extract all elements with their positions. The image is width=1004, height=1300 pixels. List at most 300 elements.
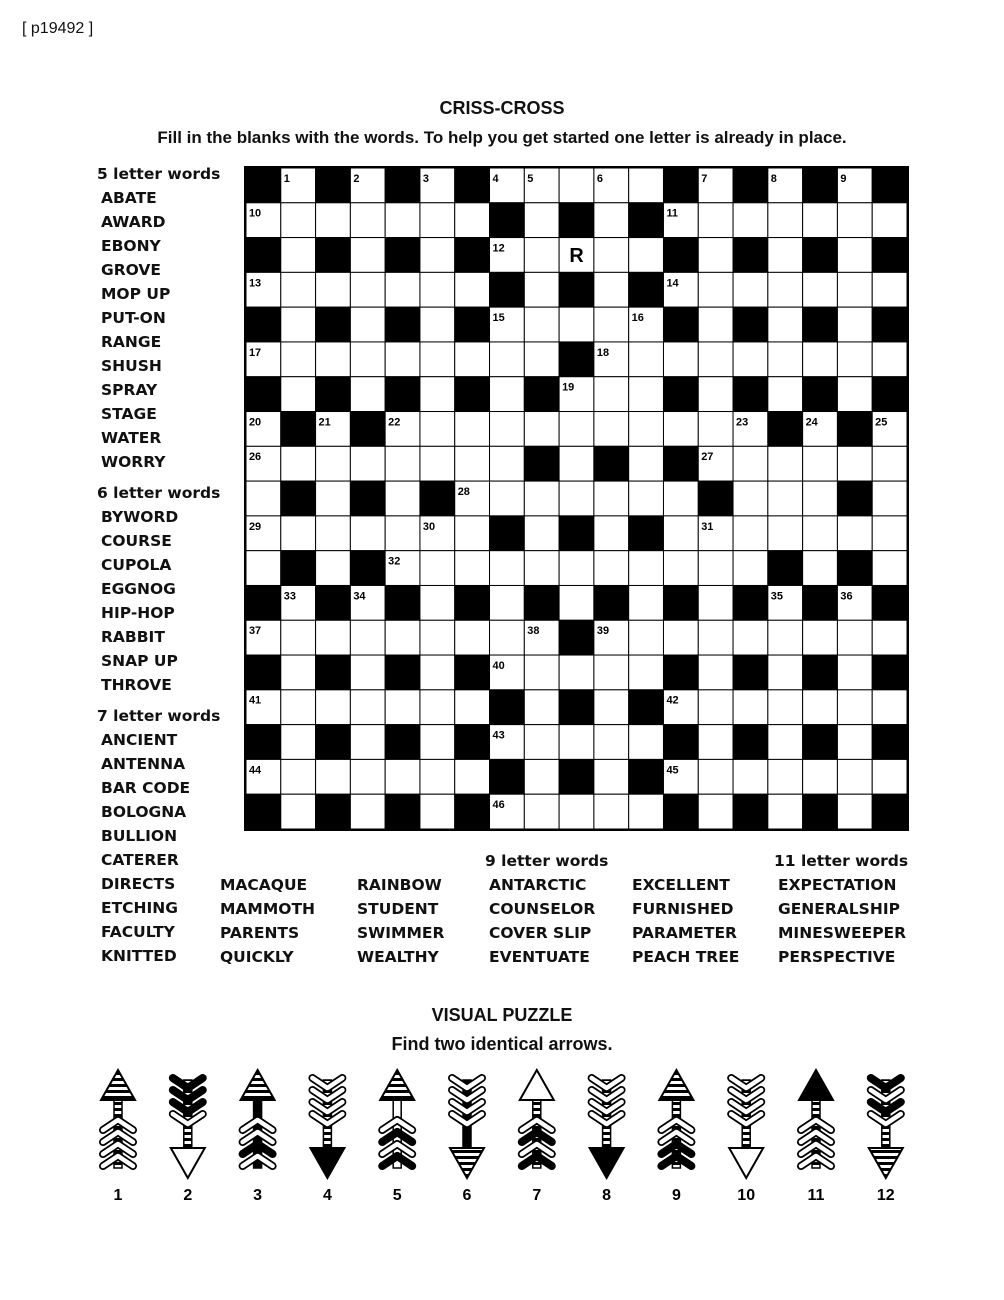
- grid-cell[interactable]: [768, 238, 803, 273]
- grid-cell[interactable]: [490, 585, 525, 620]
- clue-number: 36: [840, 590, 853, 603]
- grid-cell[interactable]: [281, 655, 316, 690]
- grid-cell[interactable]: [594, 377, 629, 412]
- grid-cell[interactable]: [420, 307, 455, 342]
- arrow-6[interactable]: [450, 1078, 484, 1204]
- grid-cell[interactable]: [350, 690, 385, 725]
- word-item: PEACH TREE: [632, 948, 740, 966]
- grid-cell[interactable]: [490, 620, 525, 655]
- grid-cell[interactable]: [281, 446, 316, 481]
- visual-puzzle-instructions: Find two identical arrows.: [391, 1034, 613, 1054]
- clue-number: 3: [422, 172, 430, 185]
- grid-cell[interactable]: [281, 238, 316, 273]
- clue-number: 5: [527, 172, 534, 185]
- grid-cell[interactable]: [837, 307, 872, 342]
- grid-cell[interactable]: [524, 725, 559, 760]
- grid-cell[interactable]: [663, 342, 698, 377]
- word-item: KNITTED: [101, 947, 177, 965]
- grid-cell[interactable]: [698, 203, 733, 238]
- grid-cell[interactable]: [316, 759, 351, 794]
- grid-cell[interactable]: [768, 690, 803, 725]
- grid-cell[interactable]: [420, 759, 455, 794]
- grid-block: [768, 551, 803, 586]
- word-item: ANTARCTIC: [489, 876, 587, 894]
- grid-block: [316, 168, 351, 203]
- grid-cell[interactable]: [455, 446, 490, 481]
- grid-cell[interactable]: [837, 516, 872, 551]
- grid-cell[interactable]: [350, 342, 385, 377]
- grid-block: [246, 377, 281, 412]
- grid-cell[interactable]: [420, 690, 455, 725]
- grid-cell[interactable]: [663, 620, 698, 655]
- grid-cell[interactable]: [316, 516, 351, 551]
- grid-cell[interactable]: [350, 794, 385, 829]
- clue-number: 14: [666, 277, 679, 290]
- grid-cell[interactable]: [281, 307, 316, 342]
- grid-cell[interactable]: [663, 516, 698, 551]
- grid-cell[interactable]: [281, 759, 316, 794]
- grid-block: [629, 516, 664, 551]
- grid-cell[interactable]: [594, 690, 629, 725]
- grid-cell[interactable]: [629, 377, 664, 412]
- grid-cell[interactable]: [663, 551, 698, 586]
- grid-cell[interactable]: [629, 412, 664, 447]
- grid-block: [803, 307, 838, 342]
- word-item: GROVE: [101, 261, 162, 279]
- grid-cell[interactable]: [663, 481, 698, 516]
- grid-cell[interactable]: [420, 377, 455, 412]
- grid-cell[interactable]: [768, 655, 803, 690]
- grid-cell[interactable]: [594, 412, 629, 447]
- arrow-2[interactable]: [171, 1078, 205, 1204]
- grid-cell[interactable]: [524, 238, 559, 273]
- grid-block: [316, 238, 351, 273]
- clue-number: 32: [388, 555, 401, 568]
- grid-cell[interactable]: [385, 516, 420, 551]
- grid-cell[interactable]: [768, 620, 803, 655]
- grid-cell[interactable]: [420, 725, 455, 760]
- grid-cell[interactable]: [594, 203, 629, 238]
- grid-cell[interactable]: [629, 585, 664, 620]
- grid-cell[interactable]: [524, 551, 559, 586]
- grid-cell[interactable]: [872, 620, 907, 655]
- grid-cell[interactable]: [733, 516, 768, 551]
- grid-block: [803, 377, 838, 412]
- grid-cell[interactable]: [629, 168, 664, 203]
- grid-cell[interactable]: [629, 446, 664, 481]
- grid-cell[interactable]: [281, 516, 316, 551]
- clue-number: 24: [805, 416, 818, 429]
- grid-cell[interactable]: [872, 446, 907, 481]
- grid-block: [803, 238, 838, 273]
- grid-cell[interactable]: [803, 481, 838, 516]
- grid-cell[interactable]: [524, 690, 559, 725]
- grid-cell[interactable]: [733, 272, 768, 307]
- word-item: BYWORD: [101, 508, 179, 526]
- grid-cell[interactable]: [594, 759, 629, 794]
- grid-cell[interactable]: [281, 342, 316, 377]
- grid-cell[interactable]: [559, 446, 594, 481]
- arrow-head: [241, 1070, 275, 1100]
- grid-cell[interactable]: [768, 759, 803, 794]
- grid-cell[interactable]: [350, 725, 385, 760]
- grid-block: [837, 412, 872, 447]
- grid-cell[interactable]: [803, 203, 838, 238]
- grid-cell[interactable]: [837, 377, 872, 412]
- grid-cell[interactable]: [768, 794, 803, 829]
- grid-cell[interactable]: [733, 551, 768, 586]
- grid-cell[interactable]: [420, 585, 455, 620]
- grid-block: [490, 272, 525, 307]
- grid-cell[interactable]: [803, 620, 838, 655]
- grid-cell[interactable]: [350, 759, 385, 794]
- grid-cell[interactable]: [733, 203, 768, 238]
- grid-block: [803, 655, 838, 690]
- grid-cell[interactable]: [455, 551, 490, 586]
- arrow-7[interactable]: [520, 1070, 554, 1204]
- arrow-head: [101, 1070, 135, 1100]
- grid-cell[interactable]: [698, 412, 733, 447]
- arrow-3[interactable]: [241, 1070, 275, 1204]
- grid-cell[interactable]: [455, 203, 490, 238]
- grid-cell[interactable]: [316, 620, 351, 655]
- grid-cell[interactable]: [281, 272, 316, 307]
- arrow-9[interactable]: [659, 1070, 693, 1204]
- clue-number: 28: [457, 486, 470, 499]
- grid-cell[interactable]: [872, 690, 907, 725]
- clue-number: 46: [492, 799, 505, 812]
- grid-cell[interactable]: [803, 759, 838, 794]
- grid-cell[interactable]: [872, 342, 907, 377]
- grid-cell[interactable]: [733, 690, 768, 725]
- grid-cell[interactable]: [768, 203, 803, 238]
- grid-cell[interactable]: [281, 203, 316, 238]
- clue-number: 23: [736, 416, 749, 429]
- grid-cell[interactable]: [350, 377, 385, 412]
- grid-cell[interactable]: [559, 725, 594, 760]
- grid-cell[interactable]: [350, 238, 385, 273]
- grid-cell[interactable]: [281, 690, 316, 725]
- grid-cell[interactable]: [281, 377, 316, 412]
- grid-cell[interactable]: [385, 272, 420, 307]
- grid-cell[interactable]: [524, 307, 559, 342]
- grid-cell[interactable]: [698, 690, 733, 725]
- grid-block: [524, 446, 559, 481]
- grid-cell[interactable]: [698, 794, 733, 829]
- grid-cell[interactable]: [559, 551, 594, 586]
- grid-cell[interactable]: [837, 725, 872, 760]
- grid-cell[interactable]: [490, 342, 525, 377]
- grid-cell[interactable]: [768, 342, 803, 377]
- grid-cell[interactable]: [281, 794, 316, 829]
- word-list-column-6: [774, 849, 909, 969]
- grid-cell[interactable]: [594, 655, 629, 690]
- grid-cell[interactable]: [698, 238, 733, 273]
- grid-cell[interactable]: [872, 516, 907, 551]
- grid-cell[interactable]: [420, 342, 455, 377]
- grid-cell[interactable]: [698, 551, 733, 586]
- grid-cell[interactable]: [490, 551, 525, 586]
- grid-block: [385, 655, 420, 690]
- word-item: ABATE: [101, 189, 157, 207]
- grid-cell[interactable]: [316, 342, 351, 377]
- grid-cell[interactable]: [385, 342, 420, 377]
- grid-cell[interactable]: [559, 307, 594, 342]
- clue-number: 16: [631, 312, 644, 325]
- word-item: MACAQUE: [220, 876, 308, 894]
- grid-cell[interactable]: [420, 203, 455, 238]
- grid-cell[interactable]: [420, 655, 455, 690]
- grid-cell[interactable]: [698, 377, 733, 412]
- arrow-head: [171, 1148, 205, 1178]
- word-item: WORRY: [101, 453, 166, 471]
- grid-block: [350, 551, 385, 586]
- arrow-12[interactable]: [869, 1078, 903, 1204]
- grid-cell[interactable]: [629, 725, 664, 760]
- grid-cell[interactable]: [629, 655, 664, 690]
- grid-cell[interactable]: [350, 516, 385, 551]
- clue-number: 21: [318, 416, 331, 429]
- grid-cell[interactable]: [733, 342, 768, 377]
- grid-cell[interactable]: [629, 342, 664, 377]
- grid-cell[interactable]: [663, 412, 698, 447]
- grid-cell[interactable]: [350, 620, 385, 655]
- grid-cell[interactable]: [385, 759, 420, 794]
- grid-cell[interactable]: [768, 481, 803, 516]
- grid-cell[interactable]: [350, 203, 385, 238]
- grid-cell[interactable]: [768, 516, 803, 551]
- grid-block: [246, 168, 281, 203]
- grid-cell[interactable]: [872, 272, 907, 307]
- grid-cell[interactable]: [698, 272, 733, 307]
- grid-cell[interactable]: [733, 620, 768, 655]
- grid-cell[interactable]: [420, 620, 455, 655]
- grid-cell[interactable]: [629, 481, 664, 516]
- grid-cell[interactable]: [455, 342, 490, 377]
- arrow-10[interactable]: [729, 1078, 763, 1204]
- grid-block: [872, 794, 907, 829]
- grid-cell[interactable]: [698, 620, 733, 655]
- grid-cell[interactable]: [559, 481, 594, 516]
- grid-cell[interactable]: [872, 203, 907, 238]
- grid-cell[interactable]: [594, 551, 629, 586]
- grid-cell[interactable]: [524, 481, 559, 516]
- grid-block: [733, 238, 768, 273]
- grid-cell[interactable]: [594, 238, 629, 273]
- word-item: BULLION: [101, 827, 178, 845]
- grid-cell[interactable]: [837, 238, 872, 273]
- grid-cell[interactable]: [524, 655, 559, 690]
- grid-cell[interactable]: [698, 585, 733, 620]
- grid-cell[interactable]: [733, 481, 768, 516]
- grid-cell[interactable]: [698, 759, 733, 794]
- grid-cell[interactable]: [524, 203, 559, 238]
- grid-cell[interactable]: [837, 794, 872, 829]
- arrow-label: 4: [322, 1187, 332, 1204]
- grid-cell[interactable]: [316, 272, 351, 307]
- grid-cell[interactable]: [385, 203, 420, 238]
- grid-cell[interactable]: [803, 272, 838, 307]
- grid-block: [803, 585, 838, 620]
- grid-cell[interactable]: [316, 446, 351, 481]
- grid-cell[interactable]: [837, 620, 872, 655]
- grid-block: [281, 412, 316, 447]
- clue-number: 17: [248, 346, 262, 359]
- grid-cell[interactable]: [490, 377, 525, 412]
- grid-cell[interactable]: [281, 620, 316, 655]
- grid-cell[interactable]: [837, 759, 872, 794]
- grid-cell[interactable]: [768, 272, 803, 307]
- grid-cell[interactable]: [316, 481, 351, 516]
- grid-block: [663, 725, 698, 760]
- grid-block: [455, 377, 490, 412]
- grid-cell[interactable]: [490, 481, 525, 516]
- grid-block: [559, 272, 594, 307]
- grid-cell[interactable]: [837, 203, 872, 238]
- grid-cell[interactable]: [385, 690, 420, 725]
- word-item: SWIMMER: [357, 924, 445, 942]
- grid-cell[interactable]: [385, 446, 420, 481]
- grid-cell[interactable]: [629, 238, 664, 273]
- grid-cell[interactable]: [803, 690, 838, 725]
- grid-cell[interactable]: [524, 412, 559, 447]
- grid-block: [629, 272, 664, 307]
- grid-cell[interactable]: [316, 690, 351, 725]
- grid-cell[interactable]: [420, 551, 455, 586]
- grid-cell[interactable]: [316, 551, 351, 586]
- grid-cell[interactable]: [559, 585, 594, 620]
- grid-cell[interactable]: [490, 446, 525, 481]
- grid-cell[interactable]: [698, 725, 733, 760]
- arrow-11[interactable]: [799, 1070, 833, 1204]
- grid-cell[interactable]: [524, 794, 559, 829]
- grid-cell[interactable]: [385, 481, 420, 516]
- grid-cell[interactable]: [872, 759, 907, 794]
- grid-cell[interactable]: [837, 690, 872, 725]
- word-list-column-1: [97, 162, 221, 968]
- grid-cell[interactable]: [385, 620, 420, 655]
- arrow-1[interactable]: [101, 1070, 135, 1204]
- grid-cell[interactable]: [803, 516, 838, 551]
- grid-cell[interactable]: [872, 481, 907, 516]
- grid-cell[interactable]: [559, 655, 594, 690]
- grid-block: [803, 794, 838, 829]
- grid-block: [663, 168, 698, 203]
- grid-cell[interactable]: [524, 342, 559, 377]
- grid-cell[interactable]: [350, 307, 385, 342]
- grid-cell[interactable]: [350, 655, 385, 690]
- clue-number: 10: [248, 207, 262, 220]
- grid-cell[interactable]: [455, 272, 490, 307]
- grid-cell[interactable]: [455, 690, 490, 725]
- grid-block: [316, 307, 351, 342]
- clue-number: 9: [840, 172, 847, 185]
- grid-cell[interactable]: [837, 342, 872, 377]
- grid-cell[interactable]: [594, 272, 629, 307]
- grid-cell[interactable]: [281, 725, 316, 760]
- grid-cell[interactable]: [420, 446, 455, 481]
- grid-cell[interactable]: [524, 516, 559, 551]
- grid-cell[interactable]: [524, 272, 559, 307]
- grid-cell[interactable]: [629, 551, 664, 586]
- grid-cell[interactable]: [594, 516, 629, 551]
- grid-cell[interactable]: [837, 655, 872, 690]
- grid-block: [246, 794, 281, 829]
- grid-cell[interactable]: [420, 238, 455, 273]
- grid-cell[interactable]: [316, 203, 351, 238]
- grid-block: [872, 725, 907, 760]
- grid-cell[interactable]: [594, 307, 629, 342]
- grid-cell[interactable]: [524, 759, 559, 794]
- clue-number: 15: [492, 312, 505, 325]
- grid-cell[interactable]: [837, 446, 872, 481]
- word-item: FACULTY: [101, 923, 175, 941]
- grid-cell[interactable]: [455, 412, 490, 447]
- arrow-8[interactable]: [590, 1078, 624, 1204]
- grid-cell[interactable]: [559, 168, 594, 203]
- grid-cell[interactable]: [629, 794, 664, 829]
- grid-cell[interactable]: [490, 412, 525, 447]
- grid-cell[interactable]: [733, 446, 768, 481]
- grid-block: [281, 551, 316, 586]
- grid-block: [455, 168, 490, 203]
- grid-cell[interactable]: [733, 759, 768, 794]
- grid-cell[interactable]: [872, 551, 907, 586]
- grid-cell[interactable]: [698, 655, 733, 690]
- grid-cell[interactable]: [594, 725, 629, 760]
- word-item: FURNISHED: [632, 900, 734, 918]
- grid-cell[interactable]: [559, 412, 594, 447]
- grid-cell[interactable]: [803, 446, 838, 481]
- grid-cell[interactable]: [803, 551, 838, 586]
- grid-cell[interactable]: [559, 794, 594, 829]
- clue-number: 18: [596, 346, 610, 359]
- grid-cell[interactable]: [350, 272, 385, 307]
- grid-cell[interactable]: [698, 307, 733, 342]
- clue-number: 35: [770, 590, 783, 603]
- grid-cell[interactable]: [420, 272, 455, 307]
- word-item: QUICKLY: [220, 948, 294, 966]
- grid-cell[interactable]: [768, 307, 803, 342]
- grid-cell[interactable]: [629, 620, 664, 655]
- grid-block: [872, 307, 907, 342]
- grid-cell[interactable]: [350, 446, 385, 481]
- grid-block: [281, 481, 316, 516]
- grid-cell[interactable]: [246, 481, 281, 516]
- arrow-5[interactable]: [380, 1070, 414, 1204]
- grid-cell[interactable]: [420, 794, 455, 829]
- grid-block: [455, 585, 490, 620]
- arrow-head: [520, 1070, 554, 1100]
- grid-cell[interactable]: [455, 759, 490, 794]
- word-group-header-9: 9 letter words: [485, 852, 609, 870]
- grid-cell[interactable]: [455, 516, 490, 551]
- grid-cell[interactable]: [594, 794, 629, 829]
- grid-cell[interactable]: [246, 551, 281, 586]
- arrow-4[interactable]: [310, 1078, 344, 1204]
- grid-cell[interactable]: [698, 342, 733, 377]
- grid-cell[interactable]: [594, 481, 629, 516]
- grid-cell[interactable]: [420, 412, 455, 447]
- grid-cell[interactable]: [768, 446, 803, 481]
- grid-cell[interactable]: [803, 342, 838, 377]
- grid-cell[interactable]: [768, 725, 803, 760]
- grid-cell[interactable]: [768, 377, 803, 412]
- clue-number: 19: [562, 381, 575, 394]
- grid-cell[interactable]: [837, 272, 872, 307]
- grid-cell[interactable]: [455, 620, 490, 655]
- grid-block: [420, 481, 455, 516]
